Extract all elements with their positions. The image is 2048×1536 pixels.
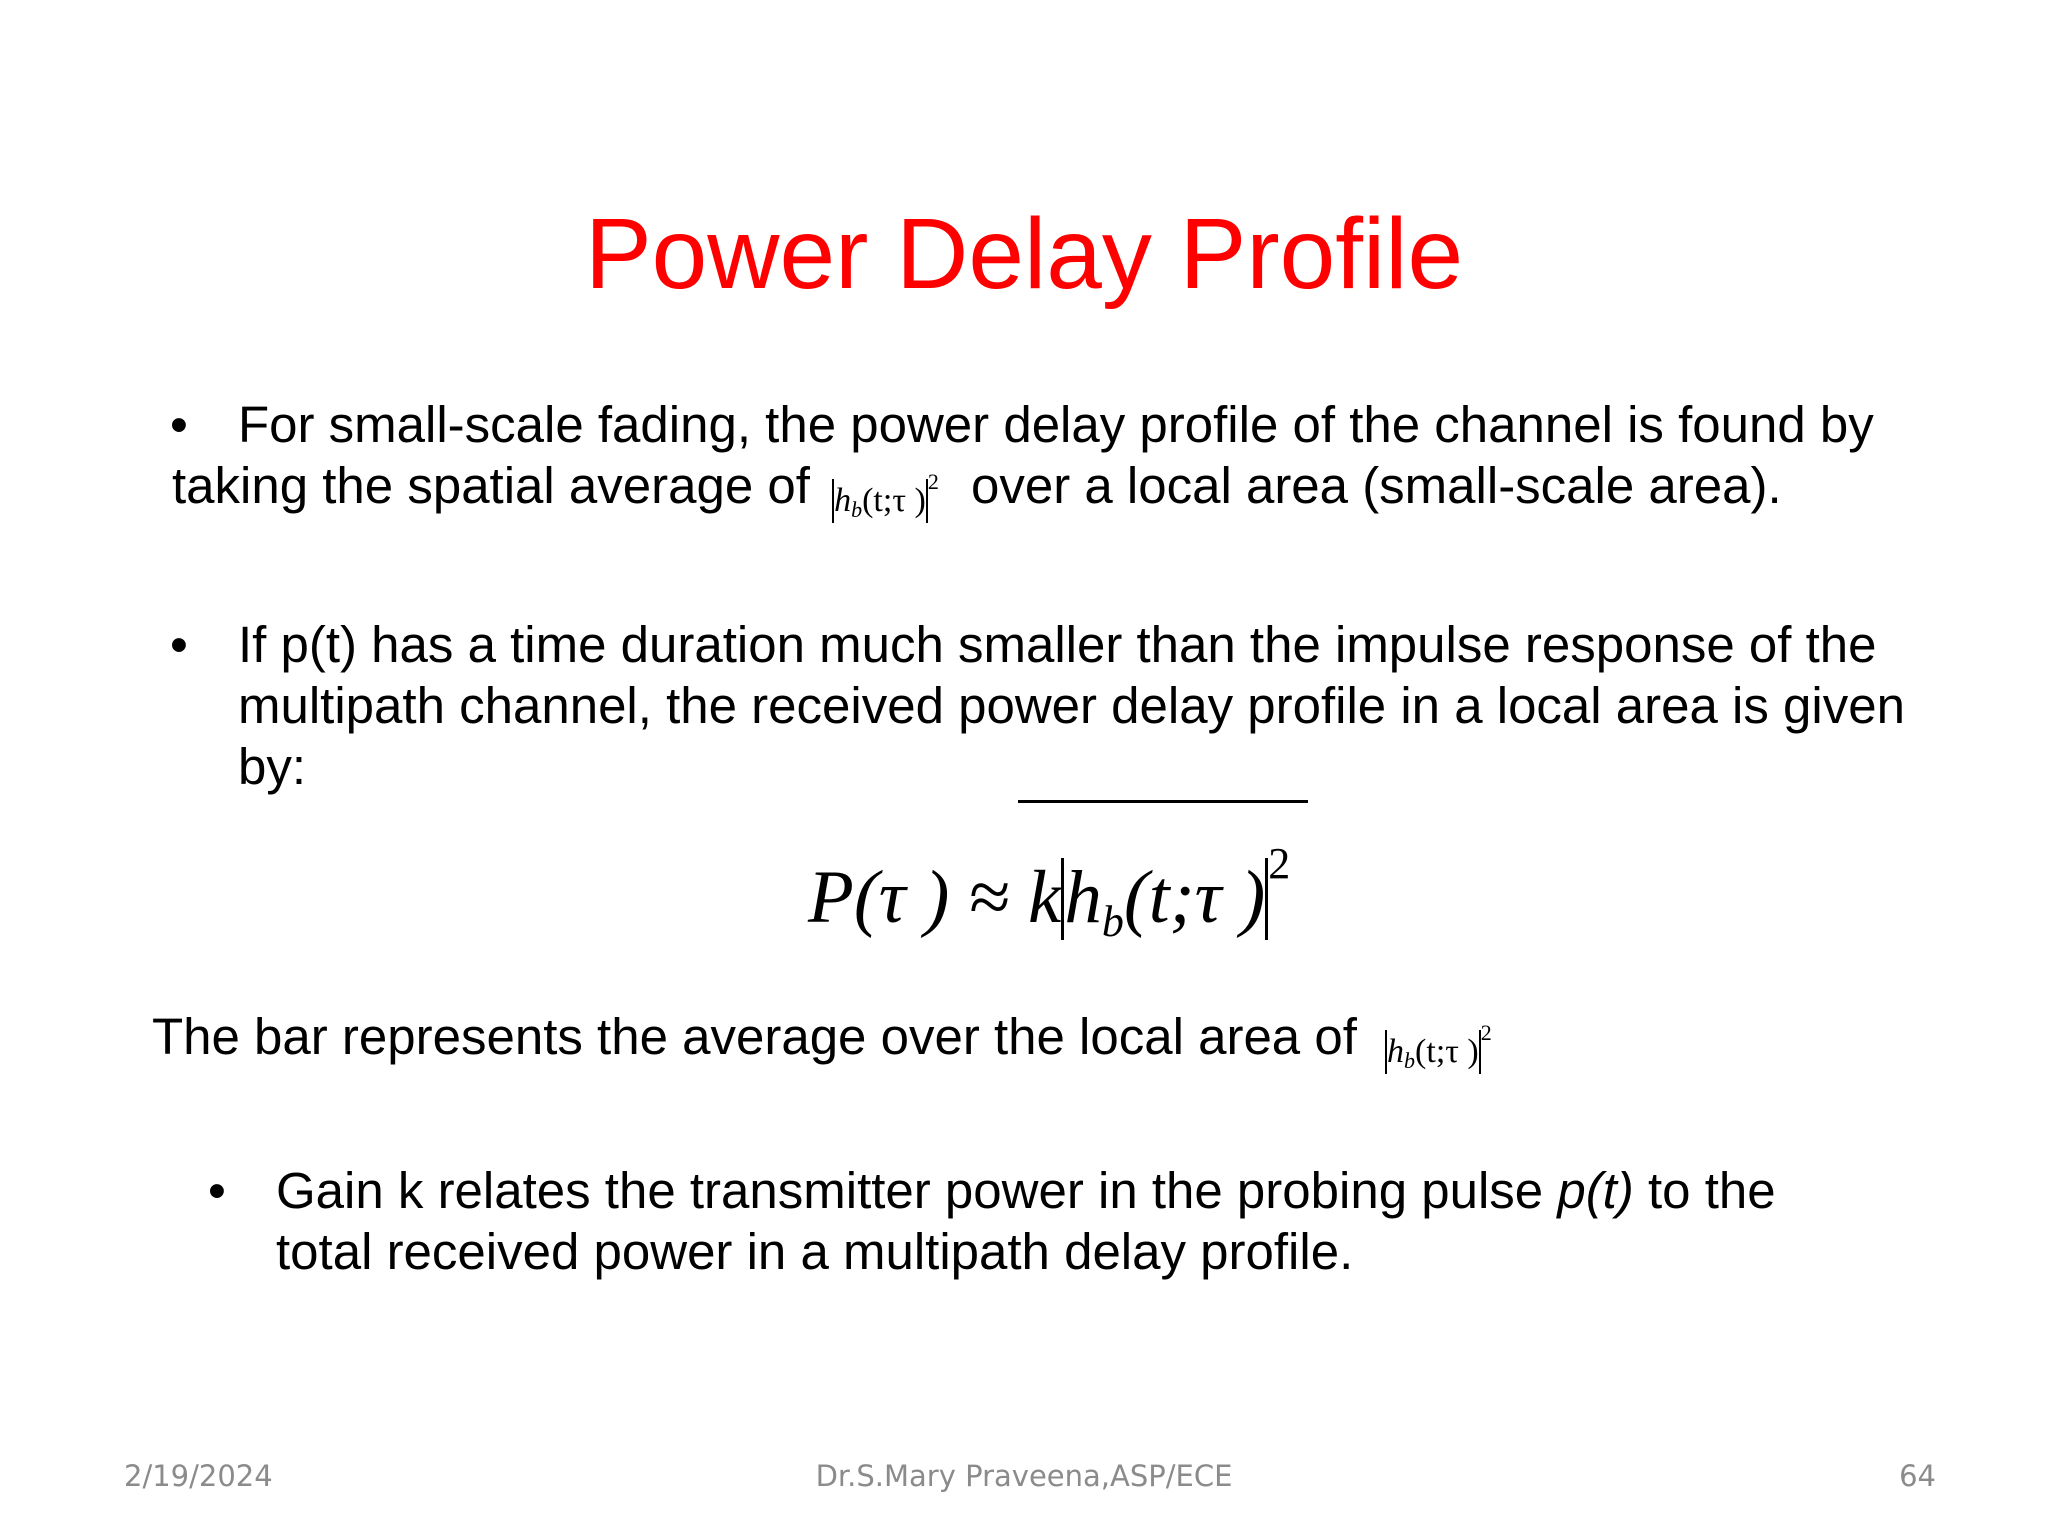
bar-note-text: The bar represents the average over the local area of	[152, 1008, 1357, 1065]
bullet-1-line-2	[172, 455, 1782, 523]
bullet-2-text-1: If p(t) has a time duration much smaller than the impulse response of the	[238, 616, 1877, 673]
bullet-marker: •	[170, 396, 188, 453]
bullet-1-text-2a: taking the spatial average of	[172, 457, 810, 514]
bullet-3-line-2: total received power in a multipath delay profile.	[276, 1223, 1354, 1280]
inline-math-h-b-squared-2: $h_b(t;\tau$ )$^2$	[1387, 1020, 1492, 1073]
bullet-1-text-1: For small-scale fading, the power delay profile of the channel is found by	[238, 396, 1874, 453]
power-delay-equation: P(τ ) ≈ $kh_b(t;\tau$ )$^2$	[808, 800, 1290, 944]
bar-note	[152, 1006, 1492, 1074]
slide-title: Power Delay Profile	[584, 198, 1464, 310]
bullet-1-text-2b: over a local area (small-scale area).	[970, 457, 1782, 514]
bullet-1-line-1	[170, 394, 1874, 455]
bullet-3-text-1c: to the	[1633, 1162, 1776, 1219]
bullet-2-line-1	[170, 614, 1876, 675]
bullet-marker: •	[170, 616, 188, 673]
bullet-3-line-1	[208, 1160, 1776, 1221]
bullet-marker: •	[208, 1162, 226, 1219]
inline-math-h-b-squared: $h_b(t;\tau$ )$^2$	[834, 469, 939, 522]
bullet-2-line-2: multipath channel, the received power delay profile in a local area is given	[238, 677, 1905, 734]
bullet-3-text-1a: Gain k relates the transmitter power in the probing pulse	[276, 1162, 1558, 1219]
footer-page-number: 64	[1899, 1459, 1936, 1493]
bullet-3-text-1b: p(t)	[1557, 1162, 1634, 1219]
footer-date: 2/19/2024	[124, 1459, 273, 1493]
footer-author: Dr.S.Mary Praveena,ASP/ECE	[815, 1459, 1233, 1493]
average-overline	[1018, 800, 1308, 803]
bullet-2-line-3: by:	[238, 738, 307, 795]
